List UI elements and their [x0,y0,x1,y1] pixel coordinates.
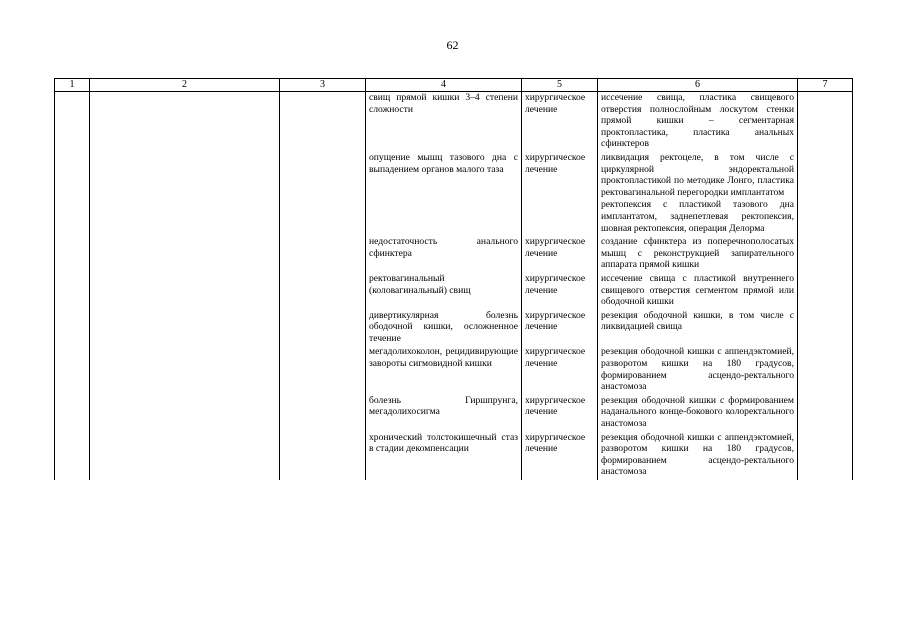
procedures-table [54,78,853,480]
treatment-type-cell: хирургическое лечение [522,346,598,394]
treatment-type-cell: хирургическое лечение [522,92,598,152]
cell-col7 [798,152,853,236]
treatment-type-cell: хирургическое лечение [522,432,598,480]
treatment-method-cell [598,92,798,152]
cell-col2 [90,346,280,394]
treatment-method-text: резекция ободочной кишки, в том числе с ликвидацией свища [601,309,794,333]
page-number: 62 [446,38,459,52]
cell-col7 [798,310,853,347]
treatment-method-cell [598,395,798,432]
diagnosis-cell: болезнь Гиршпрунга, мегадолихосигма [366,395,522,432]
cell-col3 [280,273,366,310]
column-header-1: 1 [55,79,90,92]
column-header-6: 6 [598,79,798,92]
treatment-method-cell [598,236,798,273]
cell-col3 [280,92,366,152]
cell-col1 [55,346,90,394]
treatment-method-text: создание сфинктера из поперечнополосатых мышц с реконструкцией запирательного аппарата прямой кишки [601,236,794,271]
cell-col7 [798,395,853,432]
cell-col2 [90,432,280,480]
cell-col1 [55,92,90,152]
cell-col3 [280,152,366,236]
column-header-7: 7 [798,79,853,92]
table-body [55,92,853,481]
cell-col1 [55,432,90,480]
cell-col2 [90,273,280,310]
cell-col3 [280,432,366,480]
diagnosis-cell: опущение мышц тазового дна с выпадением органов малого таза [366,152,522,236]
diagnosis-cell: хронический толстокишечный стаз в стадии декомпенсации [366,432,522,480]
diagnosis-cell: мегадолихоколон, рецидивирующие завороты сигмовидной кишки [366,346,522,394]
treatment-type-cell: хирургическое лечение [522,152,598,236]
cell-col2 [90,92,280,152]
treatment-method-text: резекция ободочной кишки с аппендэктомией, разворотом кишки на 180 градусов, формированием асцендо-ректального анастомоза [601,346,794,393]
table-row [55,346,853,394]
column-header-3: 3 [280,79,366,92]
cell-col2 [90,236,280,273]
table-row [55,273,853,310]
cell-col7 [798,346,853,394]
treatment-method-cell [598,432,798,480]
table-row [55,236,853,273]
cell-col7 [798,92,853,152]
treatment-method-text: ликвидация ректоцеле, в том числе с циркулярной эндоректальной проктопластикой по методике Лонго, пластика ректовагинальной перегородки имплантатом [601,151,794,198]
table-row [55,92,853,152]
cell-col1 [55,236,90,273]
cell-col1 [55,395,90,432]
cell-col1 [55,310,90,347]
diagnosis-cell: ректовагинальный (коловагинальный) свищ [366,273,522,310]
table-row [55,395,853,432]
column-header-2: 2 [90,79,280,92]
diagnosis-cell: недостаточность анального сфинктера [366,236,522,273]
treatment-method-cell [598,310,798,347]
treatment-method-cell [598,346,798,394]
table-row [55,152,853,236]
treatment-type-cell: хирургическое лечение [522,273,598,310]
column-header-4: 4 [366,79,522,92]
cell-col7 [798,273,853,310]
cell-col3 [280,346,366,394]
table-row [55,432,853,480]
treatment-method-cell [598,152,798,236]
cell-col2 [90,152,280,236]
column-header-5: 5 [522,79,598,92]
table-row [55,310,853,347]
treatment-method-text: резекция ободочной кишки с аппендэктомией, разворотом кишки на 180 градусов, формированием асцендо-ректального анастомоза [601,431,794,478]
cell-col2 [90,395,280,432]
cell-col3 [280,310,366,347]
treatment-method-text: иссечение свища, пластика свищевого отверстия полнослойным лоскутом стенки прямой кишки – сегментарная проктопластика, пластика анальных сфинктеров [601,92,794,150]
treatment-method-cell [598,273,798,310]
treatment-method-text: иссечение свища с пластикой внутреннего свищевого отверстия сегментом прямой или ободочной кишки [601,272,794,308]
treatment-method-text: ректопексия с пластикой тазового дна имплантатом, заднепетлевая ректопексия, шовная ректопексия, операция Делорма [601,199,794,234]
cell-col1 [55,152,90,236]
cell-col7 [798,236,853,273]
cell-col3 [280,236,366,273]
cell-col1 [55,273,90,310]
treatment-type-cell: хирургическое лечение [522,236,598,273]
diagnosis-cell: дивертикулярная болезнь ободочной кишки, осложненное течение [366,310,522,347]
cell-col2 [90,310,280,347]
table-header-row [55,79,853,92]
treatment-method-text: резекция ободочной кишки с формированием наданального конце-бокового колоректального анастомоза [601,394,794,430]
treatment-type-cell: хирургическое лечение [522,310,598,347]
diagnosis-cell: свищ прямой кишки 3–4 степени сложности [366,92,522,152]
cell-col7 [798,432,853,480]
treatment-type-cell: хирургическое лечение [522,395,598,432]
cell-col3 [280,395,366,432]
